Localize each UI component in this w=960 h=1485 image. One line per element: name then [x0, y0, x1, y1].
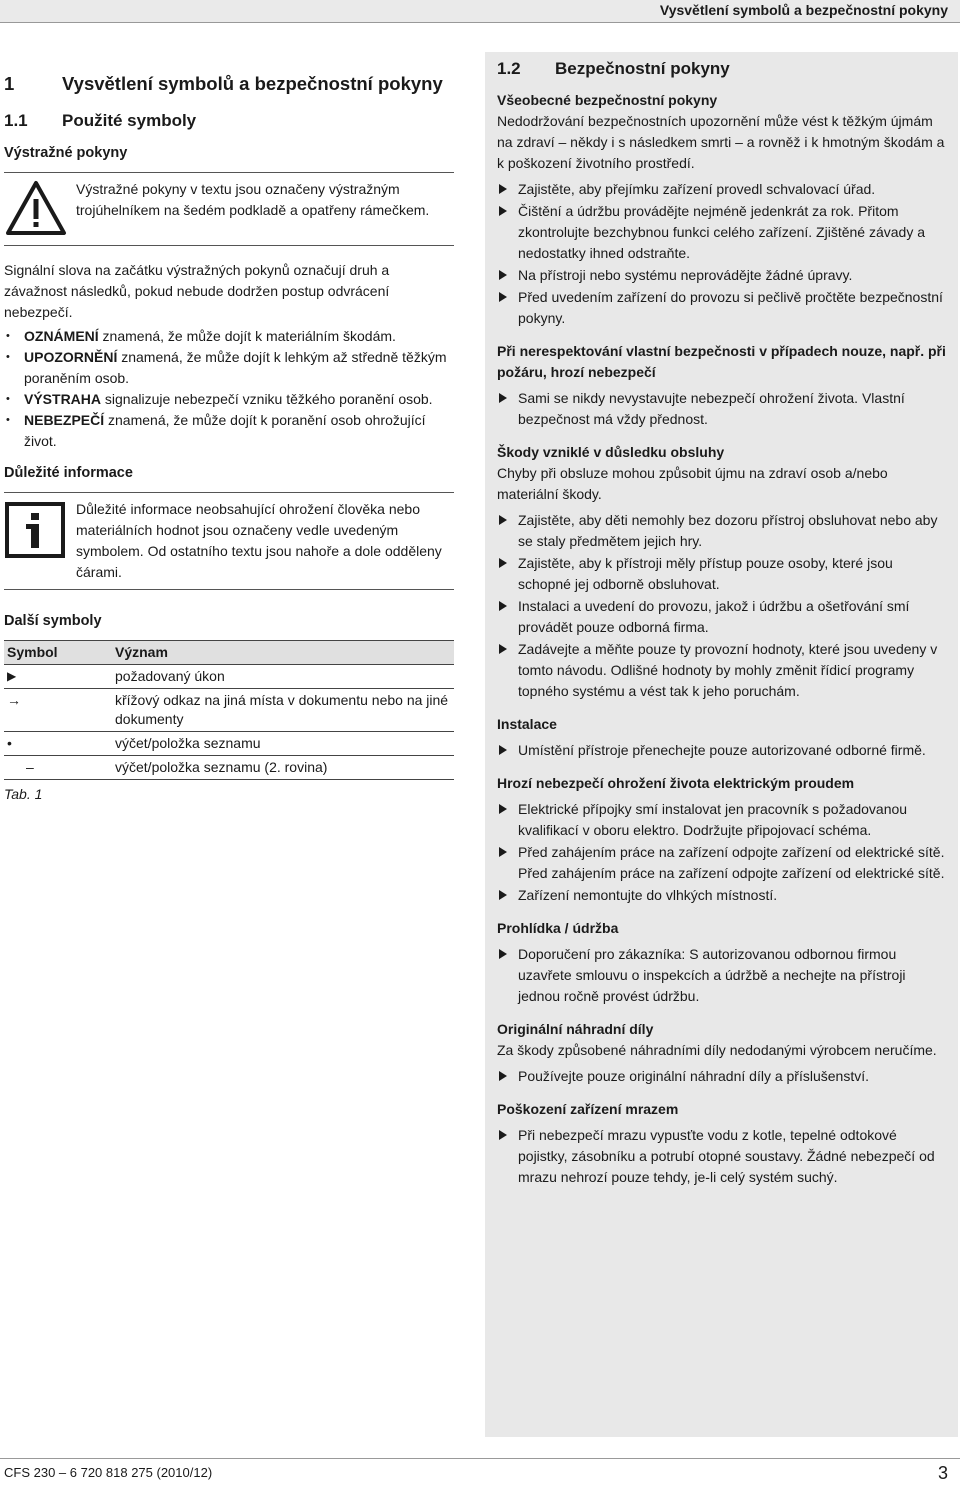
section-title: Bezpečnostní pokyny [555, 59, 730, 78]
list-item: Při nebezpečí mrazu vypusťte vodu z kotle, tepelné odtokové pojistky, zásobníku a potrubí otopné soustavy. Žádné nebezpečí od mrazu nehrozí pouze tehdy, je-li celý systém suchý. [497, 1125, 946, 1188]
section-1-1-heading [4, 108, 454, 134]
header-divider [0, 22, 960, 23]
general-safety-text: Nedodržování bezpečnostních upozornění může vést k těžkým újmám na zdraví – někdy i s následkem smrti – a rovněž i k hmotným škodám a k poškození životního prostředí. [497, 113, 945, 171]
spare-parts-text: Za škody způsobené náhradními díly nedodanými výrobcem neručíme. [497, 1042, 937, 1058]
list-item: Zadávejte a měňte pouze ty provozní hodnoty, které jsou uvedeny v tomto návodu. Odlišné hodnoty by mohly změnit řídicí programy topného systému a vést tak k jeho poruchám. [497, 639, 946, 702]
list-item: Instalaci a uvedení do provozu, jakož i údržbu a ošetřování smí provádět pouze odborná firma. [497, 596, 946, 638]
electric-danger-list [497, 799, 946, 906]
symbol-cell: ▶ [4, 665, 112, 689]
signal-word: NEBEZPEČÍ [24, 412, 105, 428]
info-heading: Důležité informace [4, 465, 133, 481]
frost-damage-list [497, 1125, 946, 1188]
list-item: Používejte pouze originální náhradní díly a příslušenství. [497, 1066, 946, 1087]
meaning-cell: požadovaný úkon [112, 665, 454, 689]
page-number: 3 [937, 1463, 948, 1483]
emergency-list [497, 388, 946, 430]
right-column [485, 52, 958, 1437]
table-header-row [4, 641, 454, 665]
maintenance-heading: Prohlídka / údržba [497, 920, 619, 936]
table-caption: Tab. 1 [4, 786, 43, 802]
list-item: Čištění a údržbu provádějte nejméně jedenkrát za rok. Přitom zkontrolujte bezchybnou funkci celého zařízení. Zjištěné závady a nedostatky ihned odstraňte. [497, 201, 946, 264]
section-title: Použité symboly [62, 111, 197, 130]
symbol-cell: – [4, 756, 112, 780]
meaning-cell: výčet/položka seznamu [112, 732, 454, 756]
symbols-table [4, 640, 454, 780]
page-header [0, 0, 960, 22]
other-symbols-heading: Další symboly [4, 613, 102, 629]
section-1-2-heading [497, 56, 946, 82]
signal-description: znamená, že může dojít k materiálním škodám. [98, 328, 396, 344]
info-box-text: Důležité informace neobsahující ohrožení člověka nebo materiálních hodnot jsou označeny vedle uvedeným symbolem. Od ostatního textu jsou nahoře a dole odděleny čárami. [76, 501, 442, 580]
list-item: Před zahájením práce na zařízení odpojte zařízení od elektrické sítě. Před zahájením práce na zařízení odpojte zařízení od elektrické sítě. [497, 842, 946, 884]
emergency-heading: Při nerespektování vlastní bezpečnosti v případech nouze, např. při požáru, hrozí nebezpečí [497, 343, 946, 380]
section-1-heading [4, 70, 454, 98]
signal-word: VÝSTRAHA [24, 391, 102, 407]
list-item: Před uvedením zařízení do provozu si pečlivě pročtěte bezpečnostní pokyny. [497, 287, 946, 329]
maintenance-list [497, 944, 946, 1007]
section-number: 1.2 [497, 59, 521, 78]
frost-damage-heading: Poškození zařízení mrazem [497, 1101, 679, 1117]
operation-damage-list [497, 510, 946, 702]
section-number: 1 [4, 73, 15, 94]
general-safety-list [497, 179, 946, 329]
section-title: Vysvětlení symbolů a bezpečnostní pokyny [62, 73, 443, 94]
left-column [4, 70, 454, 805]
col-symbol-header: Symbol [4, 641, 112, 665]
symbol-cell: • [4, 732, 112, 756]
signal-words-list [4, 326, 454, 452]
section-number: 1.1 [4, 111, 28, 130]
info-box [4, 492, 454, 590]
signal-description: znamená, že může dojít k poranění osob ohrožující život. [24, 412, 426, 449]
general-safety-heading: Všeobecné bezpečnostní pokyny [497, 92, 718, 108]
table-row [4, 665, 454, 689]
header-title: Vysvětlení symbolů a bezpečnostní pokyny [659, 2, 948, 18]
signal-description: signalizuje nebezpečí vzniku těžkého poranění osob. [101, 391, 433, 407]
meaning-cell: křížový odkaz na jiná místa v dokumentu nebo na jiné dokumenty [112, 689, 454, 732]
list-item: Sami se nikdy nevystavujte nebezpečí ohrožení života. Vlastní bezpečnost má vždy přednost. [497, 388, 946, 430]
list-item [4, 347, 454, 389]
spare-parts-heading: Originální náhradní díly [497, 1021, 654, 1037]
warnings-heading: Výstražné pokyny [4, 145, 128, 161]
installation-list [497, 740, 946, 761]
list-item [4, 410, 454, 452]
list-item: Zařízení nemontujte do vlhkých místností. [497, 885, 946, 906]
warning-box [4, 172, 454, 246]
list-item [4, 326, 454, 347]
list-item [4, 389, 454, 410]
installation-heading: Instalace [497, 716, 557, 732]
list-item: Umístění přístroje přenechejte pouze autorizované odborné firmě. [497, 740, 946, 761]
table-row [4, 689, 454, 732]
spare-parts-list [497, 1066, 946, 1087]
symbol-cell: → [4, 689, 112, 732]
table-row [4, 756, 454, 780]
warning-box-text: Výstražné pokyny v textu jsou označeny výstražným trojúhelníkem na šedém podkladě a opatřeny rámečkem. [76, 181, 430, 218]
table-row [4, 732, 454, 756]
info-icon [4, 499, 76, 583]
warning-triangle-icon [4, 179, 76, 239]
electric-danger-heading: Hrozí nebezpečí ohrožení života elektrickým proudem [497, 775, 855, 791]
operation-damage-text: Chyby při obsluze mohou způsobit újmu na zdraví osob a/nebo materiální škody. [497, 465, 888, 502]
list-item: Elektrické přípojky smí instalovat jen pracovník s požadovanou kvalifikací v oboru elektro. Dodržujte připojovací schéma. [497, 799, 946, 841]
col-meaning-header: Význam [112, 641, 454, 665]
list-item: Zajistěte, aby přejímku zařízení provedl schvalovací úřad. [497, 179, 946, 200]
list-item: Zajistěte, aby děti nemohly bez dozoru přístroj obsluhovat nebo aby se staly předmětem jejich hry. [497, 510, 946, 552]
footer-divider [0, 1458, 960, 1459]
operation-damage-heading: Škody vzniklé v důsledku obsluhy [497, 444, 725, 460]
signal-description: znamená, že může dojít k lehkým až středně těžkým poraněním osob. [24, 349, 447, 386]
signal-word: UPOZORNĚNÍ [24, 349, 118, 365]
list-item: Na přístroji nebo systému neprovádějte žádné úpravy. [497, 265, 946, 286]
signal-words-intro: Signální slova na začátku výstražných pokynů označují druh a závažnost následků, pokud nebude dodržen postup odvrácení nebezpečí. [4, 262, 390, 320]
list-item: Doporučení pro zákazníka: S autorizovanou odbornou firmou uzavřete smlouvu o inspekcích a údržbě a nechejte na přístroji jednou ročně provést údržbu. [497, 944, 946, 1007]
footer-document-id: CFS 230 – 6 720 818 275 (2010/12) [4, 1465, 213, 1480]
signal-word: OZNÁMENÍ [24, 328, 99, 344]
meaning-cell: výčet/položka seznamu (2. rovina) [112, 756, 454, 780]
list-item: Zajistěte, aby k přístroji měly přístup pouze osoby, které jsou schopné jej odborně obsluhovat. [497, 553, 946, 595]
